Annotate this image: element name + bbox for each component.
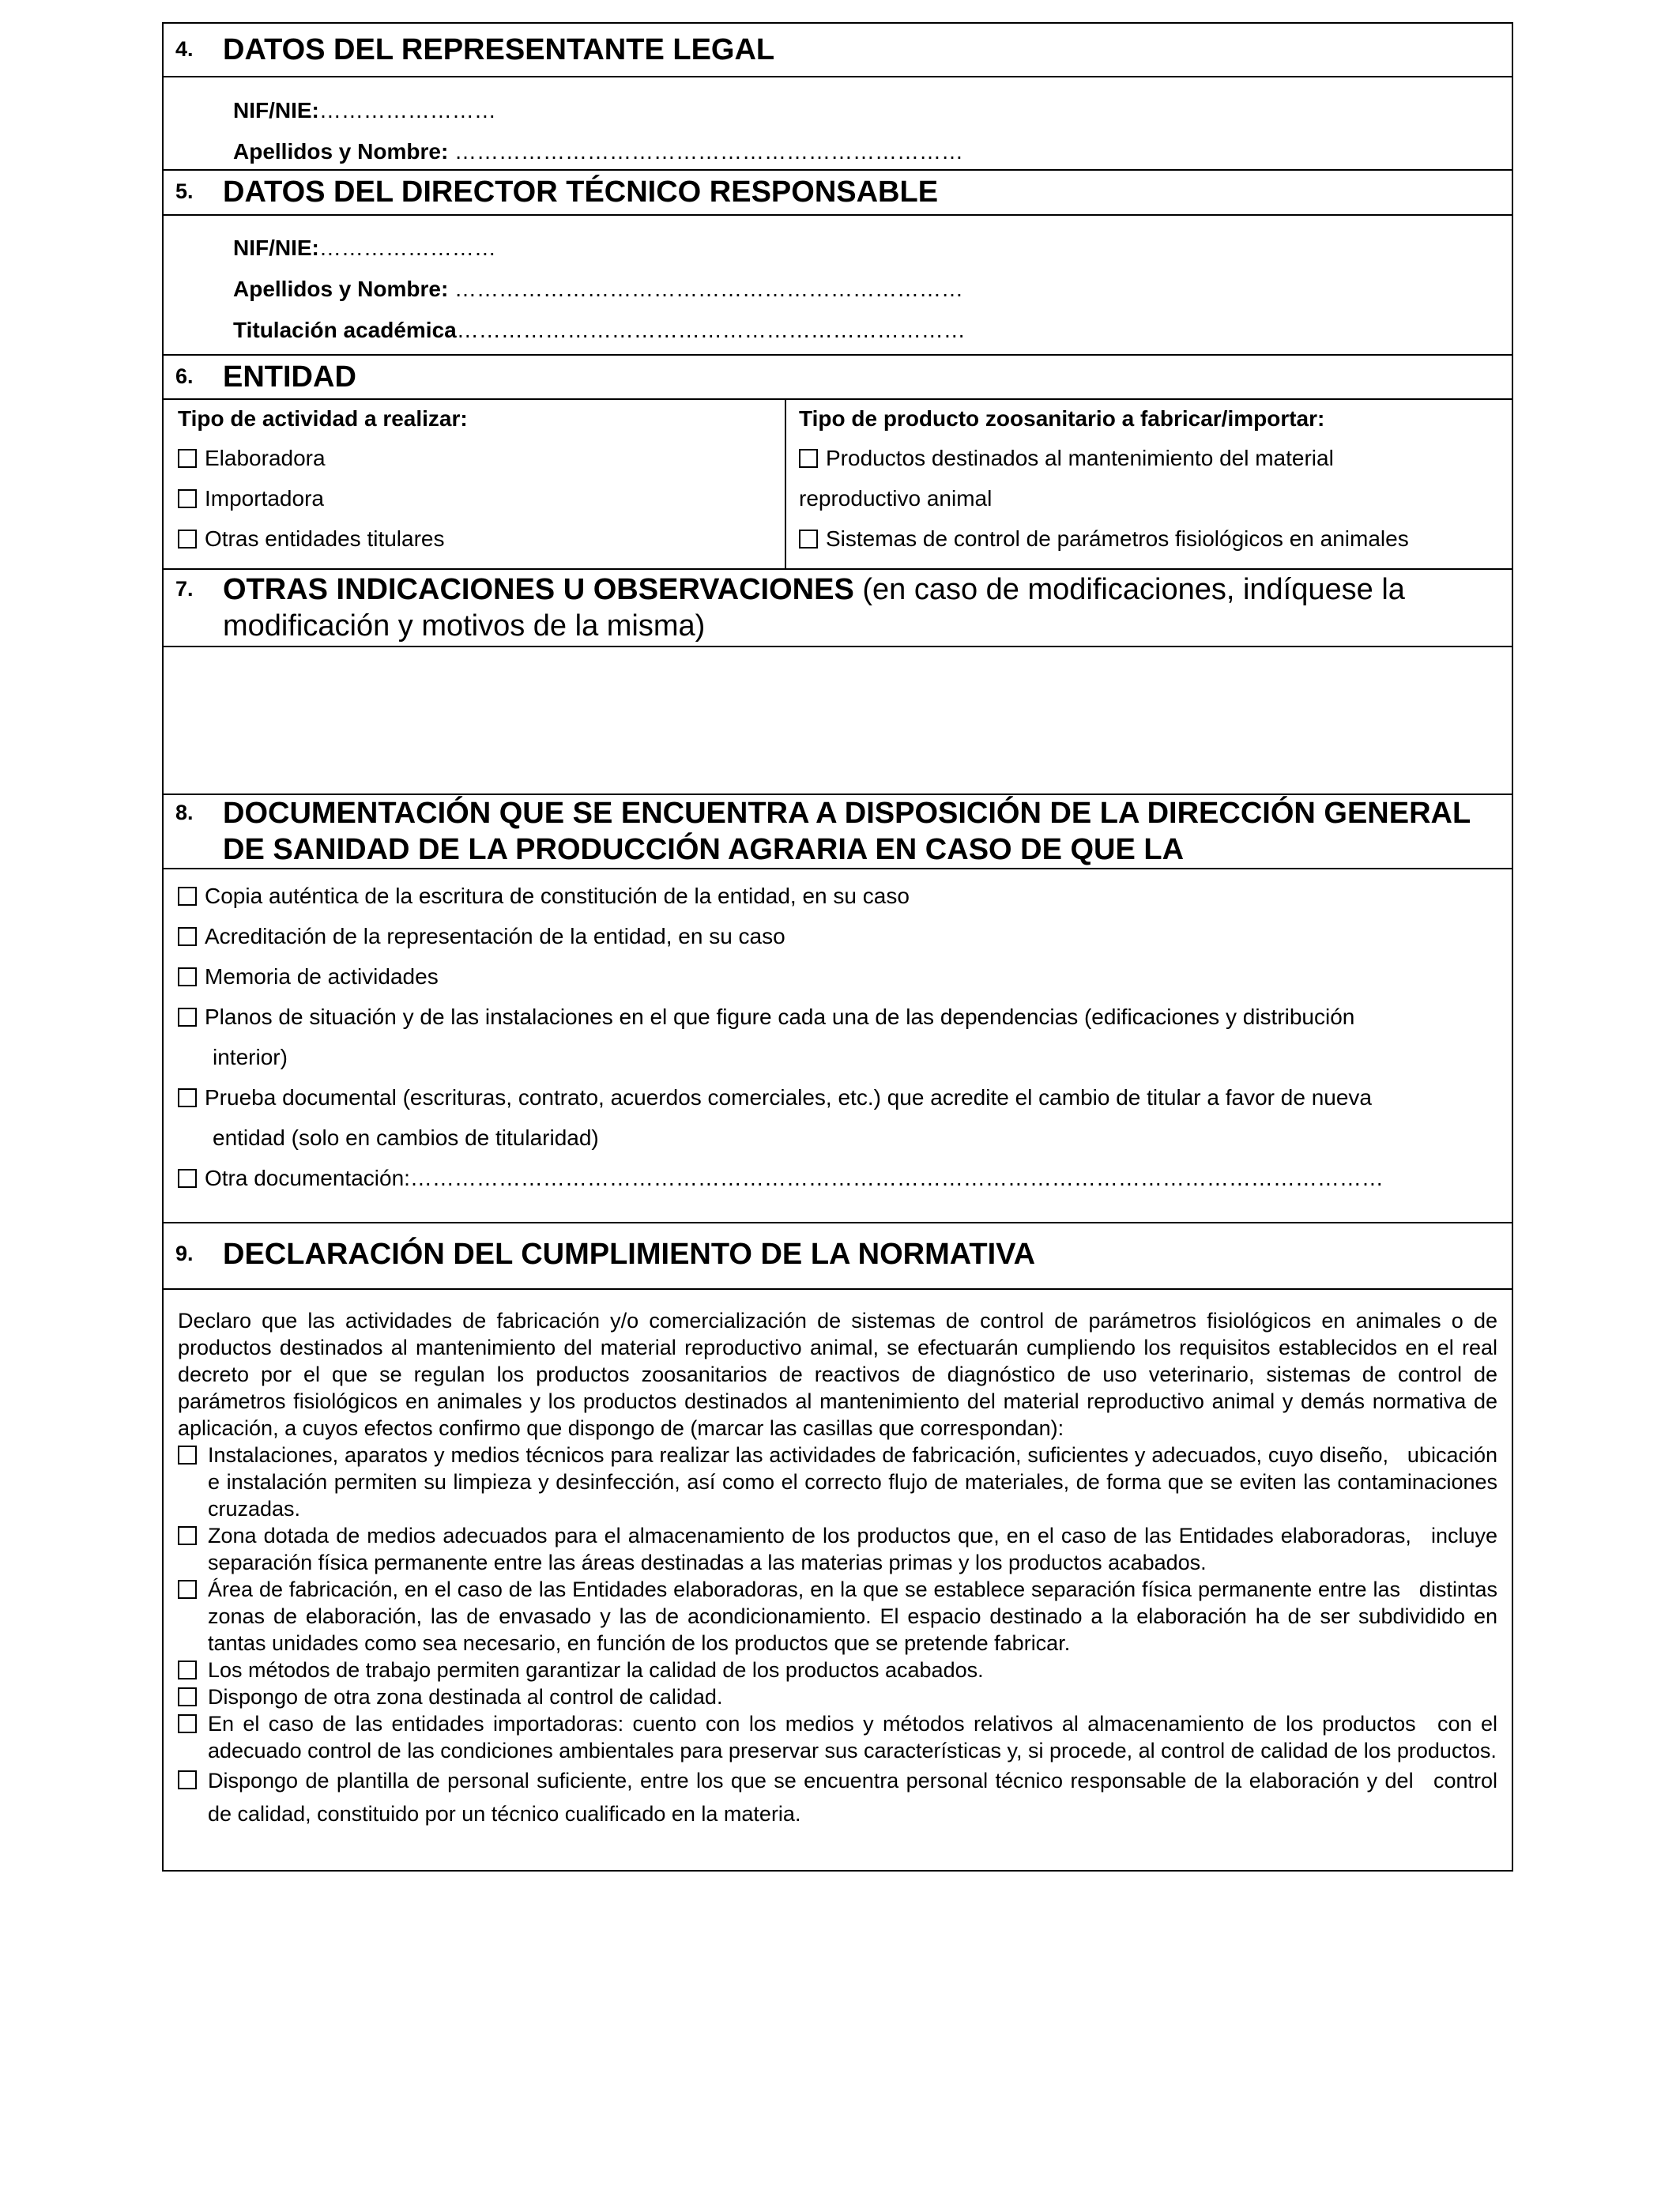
field-label: Apellidos y Nombre: (233, 139, 449, 164)
section-number: 5. (175, 179, 194, 203)
declaration-item[interactable] (178, 1522, 1497, 1576)
doc-label: Planos de situación y de las instalaciones en el que figure cada una de las dependencias (edificaciones y distribución (205, 1005, 1355, 1029)
option-label: Importadora (205, 486, 324, 511)
field-dots: …………………………………………………………… (456, 318, 966, 342)
item-text-cont: con el adecuado control de las condiciones ambientales para preservar sus características y, si procede, al control de calidad de los productos. (208, 1712, 1497, 1762)
item-text: Dispongo de plantilla de personal suficiente, entre los que se encuentra personal técnico responsable de la elaboración y del (208, 1769, 1414, 1793)
section-6-body (164, 400, 1512, 570)
option-label-continuation: reproductivo animal (799, 486, 993, 511)
option-label: Productos destinados al mantenimiento del material (826, 446, 1334, 470)
checkbox[interactable] (178, 1714, 197, 1733)
product-type-column (786, 400, 1512, 568)
nif-field[interactable] (233, 98, 496, 123)
name-field[interactable] (233, 277, 963, 302)
option-otras-entidades[interactable] (178, 526, 445, 552)
doc-label: Acreditación de la representación de la entidad, en su caso (205, 924, 785, 948)
section-8-header (164, 795, 1512, 869)
section-4-body (164, 77, 1512, 171)
item-text: Área de fabricación, en el caso de las Entidades elaboradoras, en la que se establece separación física permanente entre las (208, 1578, 1400, 1601)
checkbox[interactable] (178, 1661, 197, 1679)
field-dots: …………………………………………………………… (448, 277, 964, 301)
doc-label: Copia auténtica de la escritura de constitución de la entidad, en su caso (205, 884, 910, 908)
field-dots: …………………… (318, 98, 496, 123)
option-label: Elaboradora (205, 446, 326, 470)
section-5-header (164, 171, 1512, 216)
doc-item-otra[interactable] (178, 1166, 1384, 1191)
checkbox[interactable] (178, 1526, 197, 1545)
item-text-cont: control de calidad, constituido por un técnico cualificado en la materia. (208, 1769, 1497, 1826)
doc-label-continuation: entidad (solo en cambios de titularidad) (213, 1125, 599, 1150)
activity-type-column (164, 400, 786, 568)
doc-label: Memoria de actividades (205, 964, 439, 989)
doc-label: Otra documentación:…………………………………………………………………………………………………………………… (205, 1166, 1384, 1190)
application-form (162, 22, 1513, 1872)
product-type-header: Tipo de producto zoosanitario a fabricar/importar: (799, 406, 1325, 431)
item-text-cont: distintas zonas de elaboración, las de envasado y las de acondicionamiento. El espacio destinado a la elaboración ha de ser subdividido en tantas unidades como sea necesario, en función de los productos que se pretende fabricar. (208, 1578, 1497, 1655)
degree-field[interactable] (233, 318, 966, 343)
section-number: 8. (175, 801, 194, 824)
field-label: Titulación académica (233, 318, 457, 342)
option-elaboradora[interactable] (178, 446, 326, 471)
section-number: 7. (175, 577, 194, 601)
doc-item-memoria[interactable] (178, 964, 439, 990)
section-number: 4. (175, 37, 194, 61)
checkbox[interactable] (178, 1088, 197, 1107)
field-label: NIF/NIE: (233, 236, 319, 260)
item-text: Los métodos de trabajo permiten garantizar la calidad de los productos acabados. (208, 1658, 984, 1682)
item-text: Zona dotada de medios adecuados para el almacenamiento de los productos que, en el caso de las Entidades elaboradoras, (208, 1524, 1411, 1547)
declaration-item[interactable] (178, 1442, 1497, 1522)
nif-field[interactable] (233, 236, 496, 261)
checkbox[interactable] (178, 489, 197, 508)
field-label: Apellidos y Nombre: (233, 277, 449, 301)
checkbox[interactable] (178, 1008, 197, 1027)
checkbox[interactable] (178, 1770, 197, 1789)
field-dots: …………………… (318, 236, 496, 260)
checkbox[interactable] (799, 449, 818, 468)
declaration-item[interactable] (178, 1576, 1497, 1657)
item-text-cont: incluye separación física permanente entre las áreas destinadas a las materias primas y los productos acabados. (208, 1524, 1497, 1574)
section-title: DATOS DEL DIRECTOR TÉCNICO RESPONSABLE (223, 175, 939, 209)
doc-item-escritura[interactable] (178, 884, 910, 909)
field-label: NIF/NIE: (233, 98, 319, 123)
name-field[interactable] (233, 139, 963, 164)
item-text: Instalaciones, aparatos y medios técnicos para realizar las actividades de fabricación, suficientes y adecuados, cuyo diseño, (208, 1443, 1388, 1467)
declaration-item[interactable] (178, 1657, 1497, 1683)
declaration-item[interactable] (178, 1764, 1497, 1830)
checkbox[interactable] (799, 530, 818, 548)
section-9-header (164, 1223, 1512, 1290)
section-4-header (164, 24, 1512, 77)
doc-item-prueba[interactable] (178, 1085, 1372, 1110)
declaration (164, 1290, 1512, 1830)
section-number: 9. (175, 1242, 194, 1265)
checkbox[interactable] (178, 1687, 197, 1706)
section-8-body (164, 869, 1512, 1223)
section-9-body (164, 1290, 1512, 1870)
declaration-item[interactable] (178, 1710, 1497, 1764)
doc-item-acreditacion[interactable] (178, 924, 785, 949)
title-normal: (en caso de modificaciones, indíquese la modificación y motivos de la misma) (223, 573, 1405, 643)
option-sistemas-control[interactable] (799, 526, 1409, 552)
option-importadora[interactable] (178, 486, 324, 511)
section-title: DOCUMENTACIÓN QUE SE ENCUENTRA A DISPOSICIÓN DE LA DIRECCIÓN GENERAL DE SANIDAD DE LA PRODUCCIÓN AGRARIA EN CASO DE QUE LA (223, 797, 1471, 866)
title-bold: OTRAS INDICACIONES U OBSERVACIONES (223, 573, 854, 606)
checkbox[interactable] (178, 530, 197, 548)
checkbox[interactable] (178, 927, 197, 946)
section-number: 6. (175, 364, 194, 388)
activity-type-header: Tipo de actividad a realizar: (178, 406, 468, 431)
item-text: En el caso de las entidades importadoras: cuento con los medios y métodos relativos al almacenamiento de los productos (208, 1712, 1416, 1736)
section-5-body (164, 216, 1512, 356)
option-label: Otras entidades titulares (205, 526, 445, 551)
field-dots: …………………………………………………………… (448, 139, 964, 164)
checkbox[interactable] (178, 1580, 197, 1599)
item-text: Dispongo de otra zona destinada al control de calidad. (208, 1685, 723, 1709)
checkbox[interactable] (178, 1446, 197, 1465)
doc-label: Prueba documental (escrituras, contrato, acuerdos comerciales, etc.) que acredite el cambio de titular a favor de nueva (205, 1085, 1372, 1110)
declaration-item[interactable] (178, 1683, 1497, 1710)
checkbox[interactable] (178, 967, 197, 986)
checkbox[interactable] (178, 449, 197, 468)
doc-label-continuation: interior) (213, 1045, 288, 1069)
section-title: ENTIDAD (223, 360, 356, 394)
section-title (223, 571, 1487, 644)
declaration-intro: Declaro que las actividades de fabricación y/o comercialización de sistemas de control de parámetros fisiológicos en animales o de productos destinados al mantenimiento del material reproductivo animal, se efectuarán cumpliendo los requisitos establecidos en el real decreto por el que se regulan los productos zoosanitarios de reactivos de diagnóstico de uso veterinario, sistemas de control de parámetros fisiológicos en animales y los productos destinados al mantenimiento del material reproductivo animal y demás normativa de aplicación, a cuyos efectos confirmo que dispongo de (marcar las casillas que correspondan): (178, 1309, 1497, 1440)
section-6-header (164, 356, 1512, 400)
observations-area[interactable] (164, 647, 1512, 795)
section-title: DECLARACIÓN DEL CUMPLIMIENTO DE LA NORMATIVA (223, 1238, 1036, 1271)
section-7-header (164, 570, 1512, 647)
option-label: Sistemas de control de parámetros fisiológicos en animales (826, 526, 1409, 551)
item-text-cont: ubicación e instalación permiten su limpieza y desinfección, así como el correcto flujo de materiales, de forma que se eviten las contaminaciones cruzadas. (208, 1443, 1497, 1521)
checkbox[interactable] (178, 1169, 197, 1188)
option-material-reproductivo[interactable] (799, 446, 1334, 471)
doc-item-planos[interactable] (178, 1005, 1354, 1030)
checkbox[interactable] (178, 887, 197, 906)
section-title: DATOS DEL REPRESENTANTE LEGAL (223, 33, 775, 66)
